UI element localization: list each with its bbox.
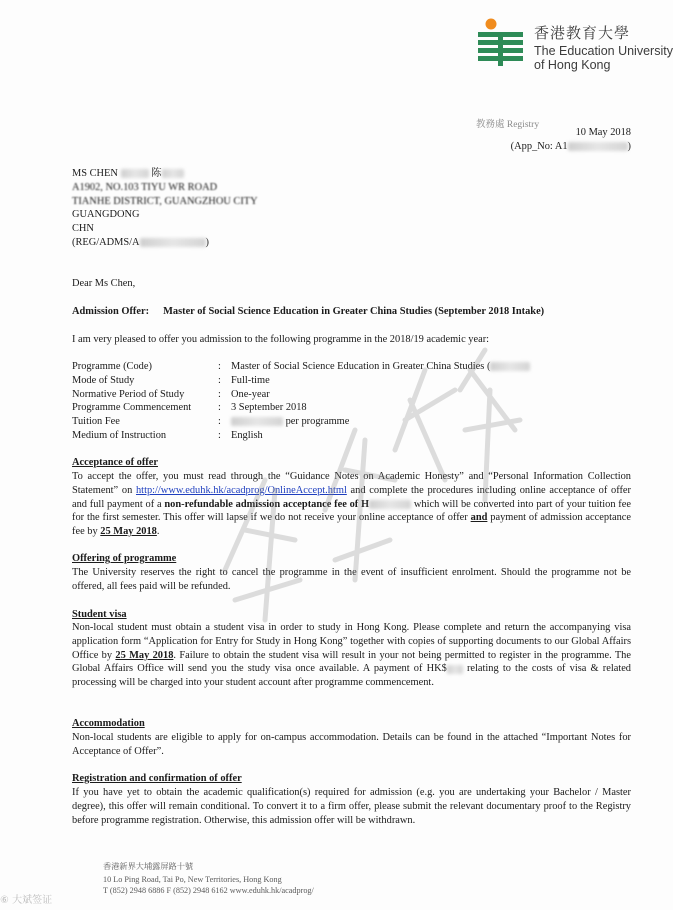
offering-paragraph: The University reserves the right to cancel the programme in the event of insufficient enrolment. Should the programme not be offered, all fees paid will be refunded. <box>72 567 631 592</box>
detail-row: Medium of Instruction : English <box>72 430 263 441</box>
detail-row: Tuition Fee : per programme <box>72 416 350 427</box>
university-name-en-line1: The Education University <box>534 44 673 58</box>
eduhk-logo-icon <box>476 18 526 70</box>
visa-paragraph: Non-local student must obtain a student visa in order to study in Hong Kong. Please complete and return the accompanying visa application form “Application for Entry for Study in Hong Kong” together with copies of supporting documents to our Global Affairs Office by 25 May 2018. Failure to obtain the student visa will result in your not being permitted to register in the programme. The Global Affairs Office will send you the study visa once available. A payment of HK$ relating to the costs of visa & related processing will be charged into your student account after programme commencement. <box>72 622 632 689</box>
footer-address-zh: 香港新界大埔露屏路十號 <box>103 862 194 871</box>
online-accept-link[interactable]: http://www.eduhk.hk/acadprog/OnlineAccept.html <box>135 484 347 496</box>
acceptance-heading: Acceptance of offer <box>72 457 158 468</box>
accommodation-heading: Accommodation <box>72 718 145 729</box>
registration-paragraph: If you have yet to obtain the academic qualification(s) required for admission (e.g. you are undertaking your Bachelor / Master degree), this offer will remain conditional. To convert it to a firm offer, please submit the relevant documentary proof to the Registry before programme registration. Otherwise, this admission offer will be withdrawn. <box>72 787 631 826</box>
visa-heading: Student visa <box>72 609 127 620</box>
offering-heading: Offering of programme <box>72 553 177 564</box>
salutation: Dear Ms Chen, <box>72 278 136 289</box>
detail-row: Programme Commencement : 3 September 2018 <box>72 402 307 413</box>
university-name-zh: 香港教育大學 <box>534 24 631 42</box>
university-name-en-line2: of Hong Kong <box>534 58 611 72</box>
accommodation-paragraph: Non-local students are eligible to apply for on-campus accommodation. Details can be found in the attached “Important Notes for Acceptance of Offer”. <box>72 732 631 757</box>
recipient-reference: (REG/ADMS/A ) <box>72 237 210 248</box>
acceptance-paragraph: To accept the offer, you must read through the “Guidance Notes on Academic Honesty” and “Personal Information Collection Statement” on http://www.eduhk.hk/acadprog/OnlineAccept.html and complete the procedures including online acceptance of offer and full payment of a non-refundable admission acceptance fee of H which will be converted into part of your tuition fee for the first semester. This offer will lapse if we do not receive your online acceptance of offer and payment of admission acceptance fee by 25 May 2018. <box>72 471 631 538</box>
detail-row: Programme (Code) : Master of Social Science Education in Greater China Studies ( <box>72 360 530 374</box>
subject-line: Admission Offer: Master of Social Science Education in Greater China Studies (September 2018 Intake) <box>72 306 545 317</box>
recipient-province: GUANGDONG <box>72 209 140 220</box>
registry-label: 教務處 Registry <box>476 120 540 130</box>
source-watermark: ⑥ 大斌签证 <box>0 895 53 906</box>
recipient-address-line2: TIANHE DISTRICT, GUANGZHOU CITY <box>72 196 258 207</box>
recipient-country: CHN <box>72 223 94 234</box>
recipient-address-line1: A1902, NO.103 TIYU WR ROAD <box>72 182 218 193</box>
footer-address-en: 10 Lo Ping Road, Tai Po, New Territories, Hong Kong <box>103 875 282 884</box>
recipient-name: MS CHEN 陈 <box>72 167 184 181</box>
detail-row: Mode of Study : Full-time <box>72 375 270 386</box>
letter-date: 10 May 2018 <box>575 127 631 138</box>
detail-row: Normative Period of Study : One-year <box>72 389 270 400</box>
application-number: (App_No: A1 ) <box>510 141 631 152</box>
intro-text: I am very pleased to offer you admission to the following programme in the 2018/19 academic year: <box>72 334 490 345</box>
registration-heading: Registration and confirmation of offer <box>72 773 242 784</box>
footer-contact: T (852) 2948 6886 F (852) 2948 6162 www.eduhk.hk/acadprog/ <box>103 886 314 895</box>
